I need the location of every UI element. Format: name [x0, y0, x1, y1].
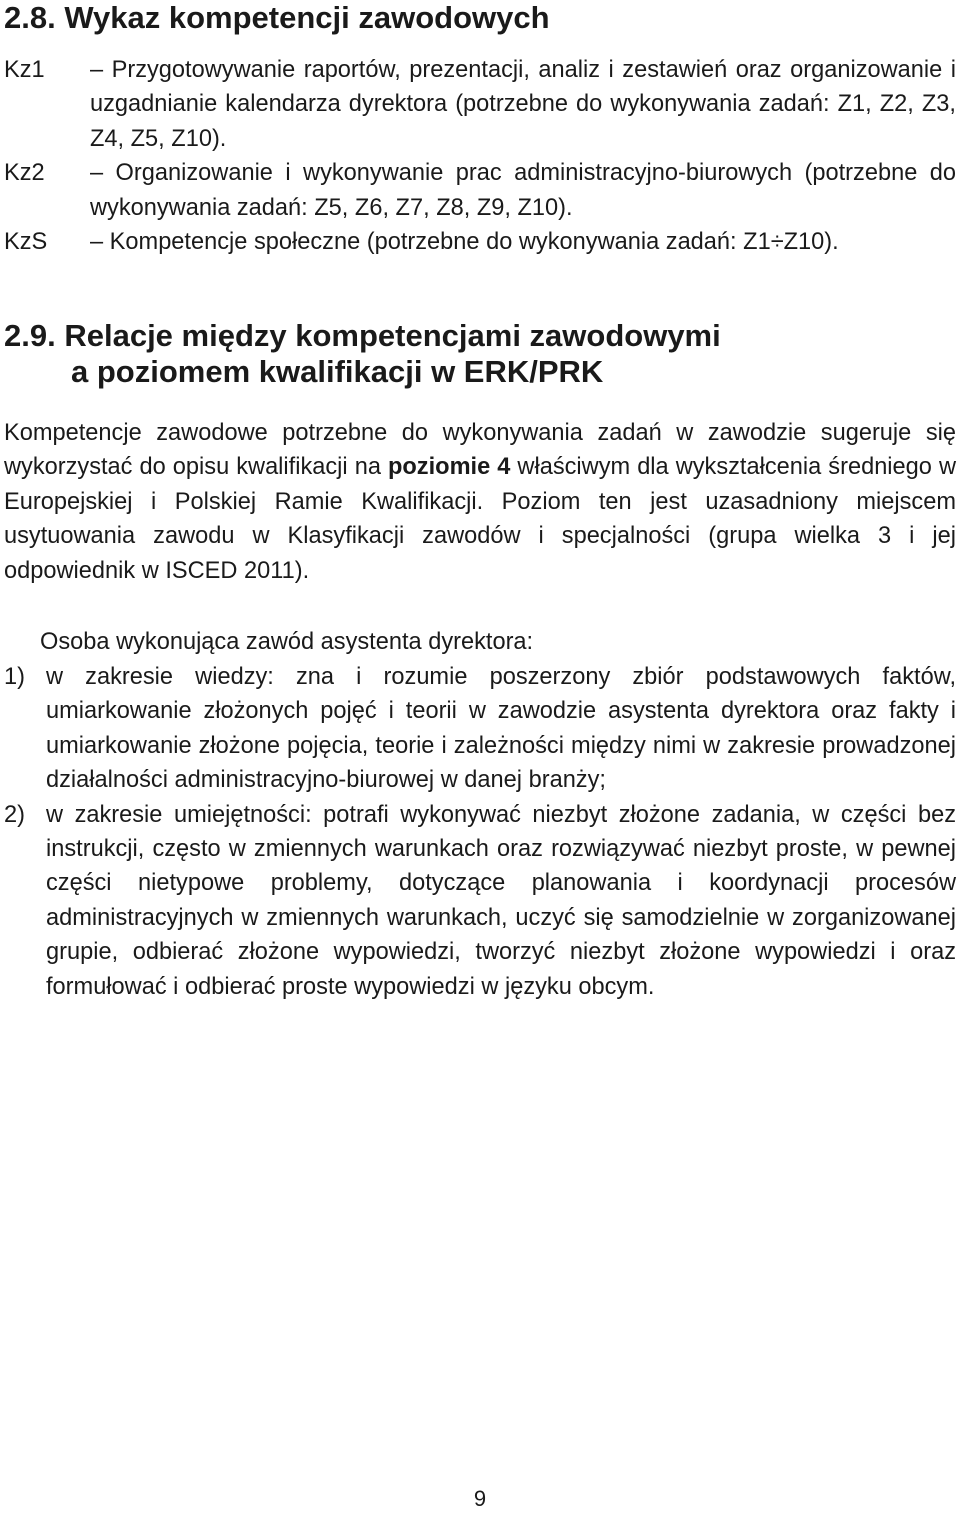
competency-item [4, 53, 956, 156]
competency-description: – Kompetencje społeczne (potrzebne do wykonywania zadań: Z1÷Z10). [90, 229, 839, 256]
page-number: 9 [473, 1486, 487, 1511]
competency-code: Kz1 [4, 57, 45, 83]
list-marker: 2) [4, 801, 25, 828]
lead-sentence: Osoba wykonująca zawód asystenta dyrektora: [40, 629, 534, 655]
competency-item [4, 156, 956, 225]
qualification-list [4, 660, 956, 1004]
competency-list [4, 53, 956, 259]
section-number: 2.8. [4, 0, 56, 35]
intro-text-part-1: Kompetencje zawodowe potrzebne do wykonywania zadań w zawodzie sugeruje się wykorzystać do opisu kwalifikacji na [4, 420, 956, 481]
section-heading-2-8 [4, 0, 550, 36]
list-item-text: w zakresie umiejętności: potrafi wykonywać niezbyt złożone zadania, w części bez instrukcji, często w zmiennych warunkach oraz rozwiązywać niezbyt proste, w pewnej części nietypowe problemy, dotyczące planowania i koordynacji procesów administracyjnych w zmiennych warunkach, uczyć się samodzielnie w zorganizowanej grupie, odbierać złożone wypowiedzi, tworzyć niezbyt złożone wypowiedzi i oraz formułować i odbierać proste wypowiedzi w języku obcym. [46, 801, 956, 1000]
competency-code: KzS [4, 229, 48, 256]
section-title-line-2: a poziomem kwalifikacji w ERK/PRK [71, 354, 604, 389]
intro-text-part-2: właściwym dla wykształcenia średniego w Europejskiej i Polskiej Ramie Kwalifikacji. Poziom ten jest uzasadniony miejscem usytuowania zawodu w Klasyfikacji zawodów i specjalności (grupa wielka 3 i jej odpowiednik w ISCED 2011). [4, 454, 956, 584]
section-number: 2.9. [4, 318, 56, 353]
list-item-text: w zakresie wiedzy: zna i rozumie poszerzony zbiór podstawowych faktów, umiarkowanie złożonych pojęć i teorii w zawodzie asystenta dyrektora oraz fakty i umiarkowanie złożone pojęcia, teorie i zależności między nimi w zakresie prowadzonej działalności administracyjno-biurowej w danej branży; [46, 664, 956, 794]
intro-bold-level: poziomie 4 [387, 454, 511, 481]
intro-paragraph [4, 416, 956, 588]
competency-item [4, 225, 956, 259]
competency-description: – Organizowanie i wykonywanie prac administracyjno-biurowych (potrzebne do wykonywania zadań: Z5, Z6, Z7, Z8, Z9, Z10). [90, 160, 956, 221]
section-title: Wykaz kompetencji zawodowych [64, 0, 550, 35]
competency-description: – Przygotowywanie raportów, prezentacji, analiz i zestawień oraz organizowanie i uzgadnianie kalendarza dyrektora (potrzebne do wykonywania zadań: Z1, Z2, Z3, Z4, Z5, Z10). [90, 57, 956, 152]
list-item [4, 798, 956, 1004]
section-title-line-1 [4, 318, 721, 354]
section-title-part-1: Relacje między kompetencjami zawodowymi [64, 318, 721, 353]
list-item [4, 660, 956, 798]
section-heading-2-9 [4, 318, 721, 390]
competency-code: Kz2 [4, 160, 45, 187]
list-marker: 1) [4, 664, 25, 690]
